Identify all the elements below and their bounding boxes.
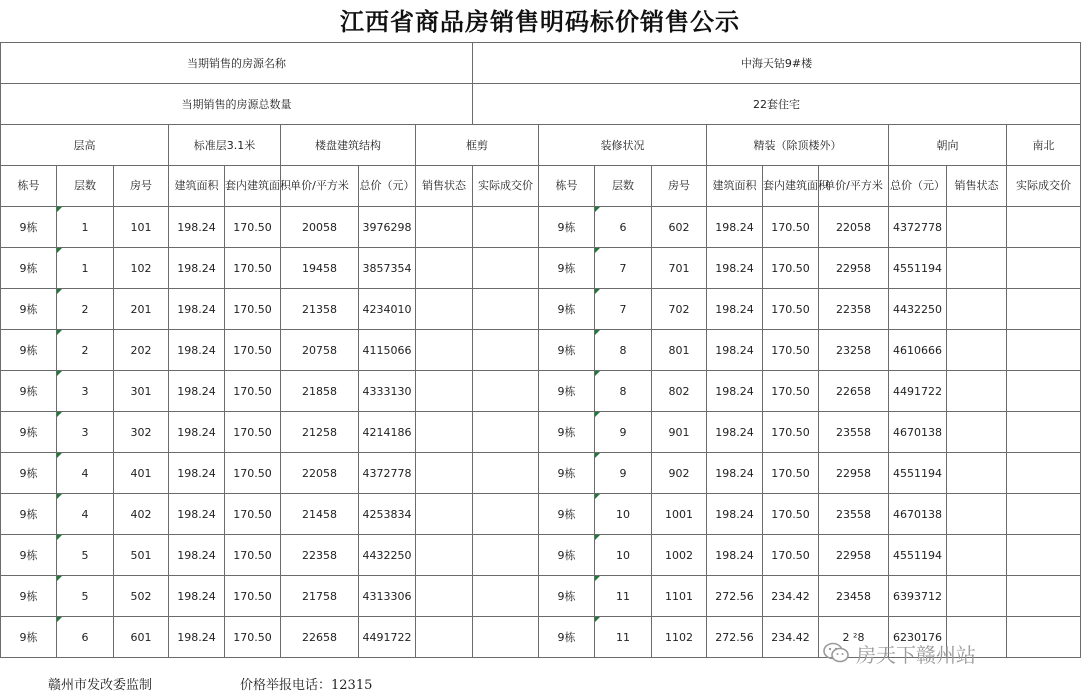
cell-right-room: 802 [652,371,707,412]
cell-right-room: 1002 [652,535,707,576]
header-left-col-unit-price: 单价/平方米 [281,166,359,207]
table-body [1,207,1081,658]
table-row [1,207,1081,248]
cell-right-unit-price: 22958 [819,535,889,576]
cell-left-total-price: 3976298 [359,207,416,248]
cell-left-floor: 2 [57,289,114,330]
cell-right-floor: 7 [595,248,652,289]
cell-right-inner-area: 170.50 [763,289,819,330]
cell-left-total-price: 4372778 [359,453,416,494]
wechat-icon [822,641,850,665]
cell-left-inner-area: 170.50 [225,576,281,617]
cell-right-unit-price: 23458 [819,576,889,617]
orientation-label: 朝向 [889,125,1007,166]
header-right-col-floor: 层数 [595,166,652,207]
header-right-col-building: 栋号 [539,166,595,207]
cell-left-floor: 3 [57,371,114,412]
cell-left-building: 9栋 [1,412,57,453]
cell-left-inner-area: 170.50 [225,248,281,289]
cell-right-total-price: 4670138 [889,494,947,535]
cell-right-unit-price: 23558 [819,494,889,535]
cell-left-gross-area: 198.24 [169,289,225,330]
cell-left-sale-status [416,207,473,248]
cell-left-gross-area: 198.24 [169,248,225,289]
cell-right-total-price: 6230176 [889,617,947,658]
cell-right-building: 9栋 [539,494,595,535]
cell-left-sale-status [416,617,473,658]
cell-right-total-price: 4551194 [889,535,947,576]
table-row [1,248,1081,289]
cell-left-deal-price [473,617,539,658]
cell-right-gross-area: 198.24 [707,535,763,576]
cell-right-room: 901 [652,412,707,453]
cell-left-floor: 5 [57,535,114,576]
header-left-col-inner-area: 套内建筑面积 [225,166,281,207]
cell-left-unit-price: 22658 [281,617,359,658]
footer-supervisor: 赣州市发改委监制 [48,678,153,693]
cell-left-gross-area: 198.24 [169,617,225,658]
cell-left-building: 9栋 [1,330,57,371]
cell-right-deal-price [1007,494,1081,535]
cell-left-total-price: 4432250 [359,535,416,576]
header-left-col-total-price: 总价（元） [359,166,416,207]
cell-left-total-price: 4313306 [359,576,416,617]
cell-left-sale-status [416,330,473,371]
table-row [1,535,1081,576]
cell-left-inner-area: 170.50 [225,371,281,412]
cell-left-gross-area: 198.24 [169,535,225,576]
info-row-name [1,43,1081,84]
cell-left-deal-price [473,330,539,371]
price-table [0,42,1081,658]
cell-right-unit-price: 22658 [819,371,889,412]
cell-right-total-price: 4610666 [889,330,947,371]
cell-left-floor: 1 [57,207,114,248]
cell-left-gross-area: 198.24 [169,371,225,412]
cell-right-unit-price: 2 ²8 [819,617,889,658]
cell-left-deal-price [473,248,539,289]
cell-left-gross-area: 198.24 [169,207,225,248]
cell-right-unit-price: 22058 [819,207,889,248]
cell-left-unit-price: 22358 [281,535,359,576]
footer-hotline: 价格举报电话：12315 [240,678,373,693]
watermark [822,636,976,670]
cell-right-building: 9栋 [539,617,595,658]
table-row [1,494,1081,535]
cell-left-building: 9栋 [1,617,57,658]
cell-left-sale-status [416,289,473,330]
cell-right-unit-price: 23558 [819,412,889,453]
cell-left-unit-price: 20758 [281,330,359,371]
cell-right-sale-status [947,289,1007,330]
cell-left-building: 9栋 [1,248,57,289]
cell-right-floor: 7 [595,289,652,330]
cell-left-building: 9栋 [1,453,57,494]
cell-right-inner-area: 170.50 [763,412,819,453]
cell-left-building: 9栋 [1,289,57,330]
header-right-col-room: 房号 [652,166,707,207]
cell-left-total-price: 4214186 [359,412,416,453]
cell-right-floor: 10 [595,535,652,576]
cell-right-sale-status [947,453,1007,494]
cell-right-sale-status [947,535,1007,576]
cell-right-unit-price: 22358 [819,289,889,330]
cell-left-unit-price: 22058 [281,453,359,494]
cell-left-deal-price [473,576,539,617]
source-count-label: 当期销售的房源总数量 [1,84,473,125]
cell-right-inner-area: 170.50 [763,453,819,494]
cell-left-unit-price: 19458 [281,248,359,289]
floor-height-label: 层高 [1,125,169,166]
cell-right-building: 9栋 [539,248,595,289]
cell-right-building: 9栋 [539,535,595,576]
cell-right-inner-area: 170.50 [763,494,819,535]
cell-right-deal-price [1007,248,1081,289]
cell-right-room: 801 [652,330,707,371]
cell-left-floor: 3 [57,412,114,453]
cell-left-sale-status [416,494,473,535]
cell-right-deal-price [1007,576,1081,617]
cell-right-total-price: 6393712 [889,576,947,617]
cell-left-total-price: 4253834 [359,494,416,535]
header-left-col-building: 栋号 [1,166,57,207]
cell-left-building: 9栋 [1,535,57,576]
cell-right-sale-status [947,330,1007,371]
cell-left-room: 502 [114,576,169,617]
header-left-col-floor: 层数 [57,166,114,207]
header-right-col-total-price: 总价（元） [889,166,947,207]
header-right-col-sale-status: 销售状态 [947,166,1007,207]
floor-height-value: 标准层3.1米 [169,125,281,166]
cell-right-sale-status [947,576,1007,617]
cell-right-floor: 10 [595,494,652,535]
header-right-col-unit-price: 单价/平方米 [819,166,889,207]
cell-right-inner-area: 170.50 [763,535,819,576]
cell-right-floor: 8 [595,330,652,371]
cell-left-building: 9栋 [1,494,57,535]
header-left-col-deal-price: 实际成交价 [473,166,539,207]
cell-right-deal-price [1007,453,1081,494]
cell-right-deal-price [1007,535,1081,576]
table-row [1,576,1081,617]
header-left-col-gross-area: 建筑面积 [169,166,225,207]
cell-right-deal-price [1007,617,1081,658]
cell-right-room: 701 [652,248,707,289]
cell-right-inner-area: 170.50 [763,207,819,248]
cell-right-building: 9栋 [539,453,595,494]
structure-label: 楼盘建筑结构 [281,125,416,166]
cell-left-gross-area: 198.24 [169,494,225,535]
cell-left-total-price: 4333130 [359,371,416,412]
cell-left-inner-area: 170.50 [225,617,281,658]
cell-left-room: 402 [114,494,169,535]
info-row-count [1,84,1081,125]
cell-left-unit-price: 21858 [281,371,359,412]
cell-left-room: 601 [114,617,169,658]
meta-row [1,125,1081,166]
cell-right-room: 902 [652,453,707,494]
cell-left-inner-area: 170.50 [225,289,281,330]
cell-left-sale-status [416,535,473,576]
cell-left-unit-price: 21258 [281,412,359,453]
cell-left-deal-price [473,371,539,412]
watermark-text: 房天下赣州站 [856,642,976,667]
cell-right-sale-status [947,494,1007,535]
cell-left-room: 101 [114,207,169,248]
table-row [1,289,1081,330]
cell-left-inner-area: 170.50 [225,453,281,494]
cell-right-gross-area: 198.24 [707,248,763,289]
decoration-label: 装修状况 [539,125,707,166]
cell-right-room: 1102 [652,617,707,658]
cell-right-deal-price [1007,412,1081,453]
table-row [1,453,1081,494]
cell-right-total-price: 4432250 [889,289,947,330]
cell-left-deal-price [473,453,539,494]
table-row [1,412,1081,453]
cell-right-sale-status [947,207,1007,248]
header-right-col-inner-area: 套内建筑面积 [763,166,819,207]
cell-right-inner-area: 234.42 [763,617,819,658]
cell-right-floor: 9 [595,412,652,453]
cell-right-inner-area: 234.42 [763,576,819,617]
cell-right-gross-area: 272.56 [707,617,763,658]
cell-right-floor: 8 [595,371,652,412]
cell-left-sale-status [416,248,473,289]
cell-right-sale-status [947,248,1007,289]
cell-left-inner-area: 170.50 [225,330,281,371]
cell-left-deal-price [473,412,539,453]
cell-right-total-price: 4670138 [889,412,947,453]
cell-right-floor: 6 [595,207,652,248]
cell-right-total-price: 4551194 [889,453,947,494]
source-name-value: 中海天钻9#楼 [473,43,1081,84]
cell-right-total-price: 4491722 [889,371,947,412]
cell-left-sale-status [416,453,473,494]
cell-left-sale-status [416,412,473,453]
cell-left-floor: 4 [57,453,114,494]
header-right-col-gross-area: 建筑面积 [707,166,763,207]
cell-right-floor: 11 [595,617,652,658]
cell-left-floor: 5 [57,576,114,617]
cell-right-unit-price: 23258 [819,330,889,371]
orientation-value: 南北 [1007,125,1081,166]
cell-left-building: 9栋 [1,371,57,412]
cell-left-inner-area: 170.50 [225,494,281,535]
cell-left-deal-price [473,207,539,248]
source-name-label: 当期销售的房源名称 [1,43,473,84]
cell-left-room: 301 [114,371,169,412]
cell-left-room: 201 [114,289,169,330]
cell-left-inner-area: 170.50 [225,412,281,453]
cell-right-sale-status [947,412,1007,453]
header-left-col-sale-status: 销售状态 [416,166,473,207]
cell-right-room: 1001 [652,494,707,535]
cell-left-floor: 1 [57,248,114,289]
table-row [1,330,1081,371]
cell-right-floor: 9 [595,453,652,494]
cell-left-floor: 6 [57,617,114,658]
source-count-value: 22套住宅 [473,84,1081,125]
cell-left-total-price: 3857354 [359,248,416,289]
cell-right-total-price: 4551194 [889,248,947,289]
cell-right-room: 702 [652,289,707,330]
header-left-col-room: 房号 [114,166,169,207]
cell-right-gross-area: 198.24 [707,289,763,330]
cell-right-building: 9栋 [539,412,595,453]
cell-right-inner-area: 170.50 [763,248,819,289]
cell-left-floor: 4 [57,494,114,535]
cell-left-deal-price [473,494,539,535]
header-right-col-deal-price: 实际成交价 [1007,166,1081,207]
decoration-value: 精装（除顶楼外） [707,125,889,166]
cell-left-unit-price: 21758 [281,576,359,617]
cell-left-inner-area: 170.50 [225,207,281,248]
cell-right-floor: 11 [595,576,652,617]
cell-left-floor: 2 [57,330,114,371]
cell-left-deal-price [473,289,539,330]
cell-right-inner-area: 170.50 [763,330,819,371]
cell-right-total-price: 4372778 [889,207,947,248]
cell-left-room: 501 [114,535,169,576]
cell-left-gross-area: 198.24 [169,453,225,494]
table-row [1,371,1081,412]
cell-right-deal-price [1007,207,1081,248]
cell-right-building: 9栋 [539,289,595,330]
cell-left-deal-price [473,535,539,576]
cell-right-building: 9栋 [539,371,595,412]
cell-left-room: 102 [114,248,169,289]
cell-right-building: 9栋 [539,207,595,248]
cell-right-building: 9栋 [539,330,595,371]
cell-left-gross-area: 198.24 [169,576,225,617]
cell-right-gross-area: 272.56 [707,576,763,617]
cell-right-gross-area: 198.24 [707,453,763,494]
cell-right-deal-price [1007,371,1081,412]
cell-left-building: 9栋 [1,576,57,617]
cell-right-gross-area: 198.24 [707,494,763,535]
cell-left-total-price: 4115066 [359,330,416,371]
cell-left-room: 302 [114,412,169,453]
cell-right-room: 1101 [652,576,707,617]
cell-left-total-price: 4234010 [359,289,416,330]
cell-left-unit-price: 21358 [281,289,359,330]
cell-right-unit-price: 22958 [819,248,889,289]
cell-right-gross-area: 198.24 [707,330,763,371]
cell-left-total-price: 4491722 [359,617,416,658]
cell-right-gross-area: 198.24 [707,371,763,412]
cell-left-unit-price: 21458 [281,494,359,535]
cell-right-deal-price [1007,330,1081,371]
structure-value: 框剪 [416,125,539,166]
cell-left-sale-status [416,576,473,617]
cell-left-building: 9栋 [1,207,57,248]
cell-left-sale-status [416,371,473,412]
cell-right-room: 602 [652,207,707,248]
cell-right-unit-price: 22958 [819,453,889,494]
page-title: 江西省商品房销售明码标价销售公示 [340,7,740,36]
cell-left-room: 401 [114,453,169,494]
cell-right-deal-price [1007,289,1081,330]
cell-right-sale-status [947,371,1007,412]
cell-left-unit-price: 20058 [281,207,359,248]
cell-left-room: 202 [114,330,169,371]
cell-left-inner-area: 170.50 [225,535,281,576]
cell-left-gross-area: 198.24 [169,330,225,371]
cell-right-gross-area: 198.24 [707,412,763,453]
column-header-row [1,166,1081,207]
cell-right-building: 9栋 [539,576,595,617]
cell-left-gross-area: 198.24 [169,412,225,453]
cell-right-inner-area: 170.50 [763,371,819,412]
cell-right-gross-area: 198.24 [707,207,763,248]
